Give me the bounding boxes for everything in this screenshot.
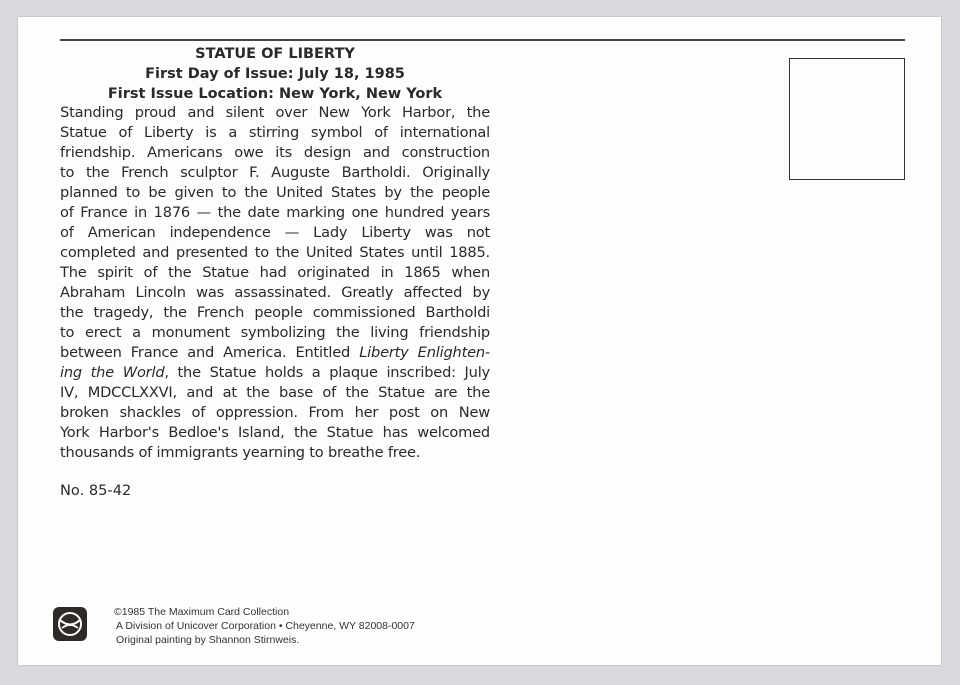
body-line: Abraham Lincoln was assassinated. Greatly affected by [60,284,490,301]
catalog-number: No. 85-42 [60,482,132,499]
description [60,103,490,463]
body-line: Standing proud and silent over New York Harbor, the [60,104,490,121]
first-issue-location: First Issue Location: New York, New York [107,86,443,102]
body-line: friendship. Americans owe its design and construction [60,144,490,161]
body-line: of France in 1876 — the date marking one hundred years [60,204,490,221]
body-line: to the French sculptor F. Auguste Bartholdi. Originally [60,164,490,181]
body-line: planned to be given to the United States by the people [60,184,490,201]
body-line: York Harbor's Bedloe's Island, the Statue has welcomed [60,424,490,441]
body-line: the tragedy, the French people commissioned Bartholdi [60,304,490,321]
first-day-of-issue: First Day of Issue: July 18, 1985 [145,66,405,82]
body-line: thousands of immigrants yearning to breathe free. [60,444,421,461]
publisher-credits [114,605,415,647]
italic-title: ing the World [60,364,165,381]
italic-title: Liberty Enlighten- [359,344,490,361]
posthorn-logo-icon [53,607,87,641]
body-line: broken shackles of oppression. From her post on New [60,404,490,421]
body-text: , the Statue holds a plaque inscribed: July [164,364,490,381]
stamp-box [789,58,905,180]
body-line: IV, MDCCLXXVI, and at the base of the Statue are the [60,384,490,401]
body-line [60,343,490,363]
body-line: of American independence — Lady Liberty was not [60,224,490,241]
copyright-line: ©1985 The Maximum Card Collection [114,606,290,618]
artist-line: Original painting by Shannon Stirnweis. [116,634,300,646]
body-text: between France and America. Entitled [60,344,360,361]
publisher-line: A Division of Unicover Corporation • Cheyenne, WY 82008-0007 [116,620,415,632]
body-line: The spirit of the Statue had originated in 1865 when [60,264,490,281]
title: STATUE OF LIBERTY [195,46,355,62]
body-line [60,363,490,383]
body-line: Statue of Liberty is a stirring symbol of international [60,124,490,141]
body-line: to erect a monument symbolizing the living friendship [60,324,490,341]
body-line: completed and presented to the United States until 1885. [60,244,490,261]
top-rule [60,39,905,41]
heading-block [60,44,490,104]
postcard-back [18,17,941,665]
